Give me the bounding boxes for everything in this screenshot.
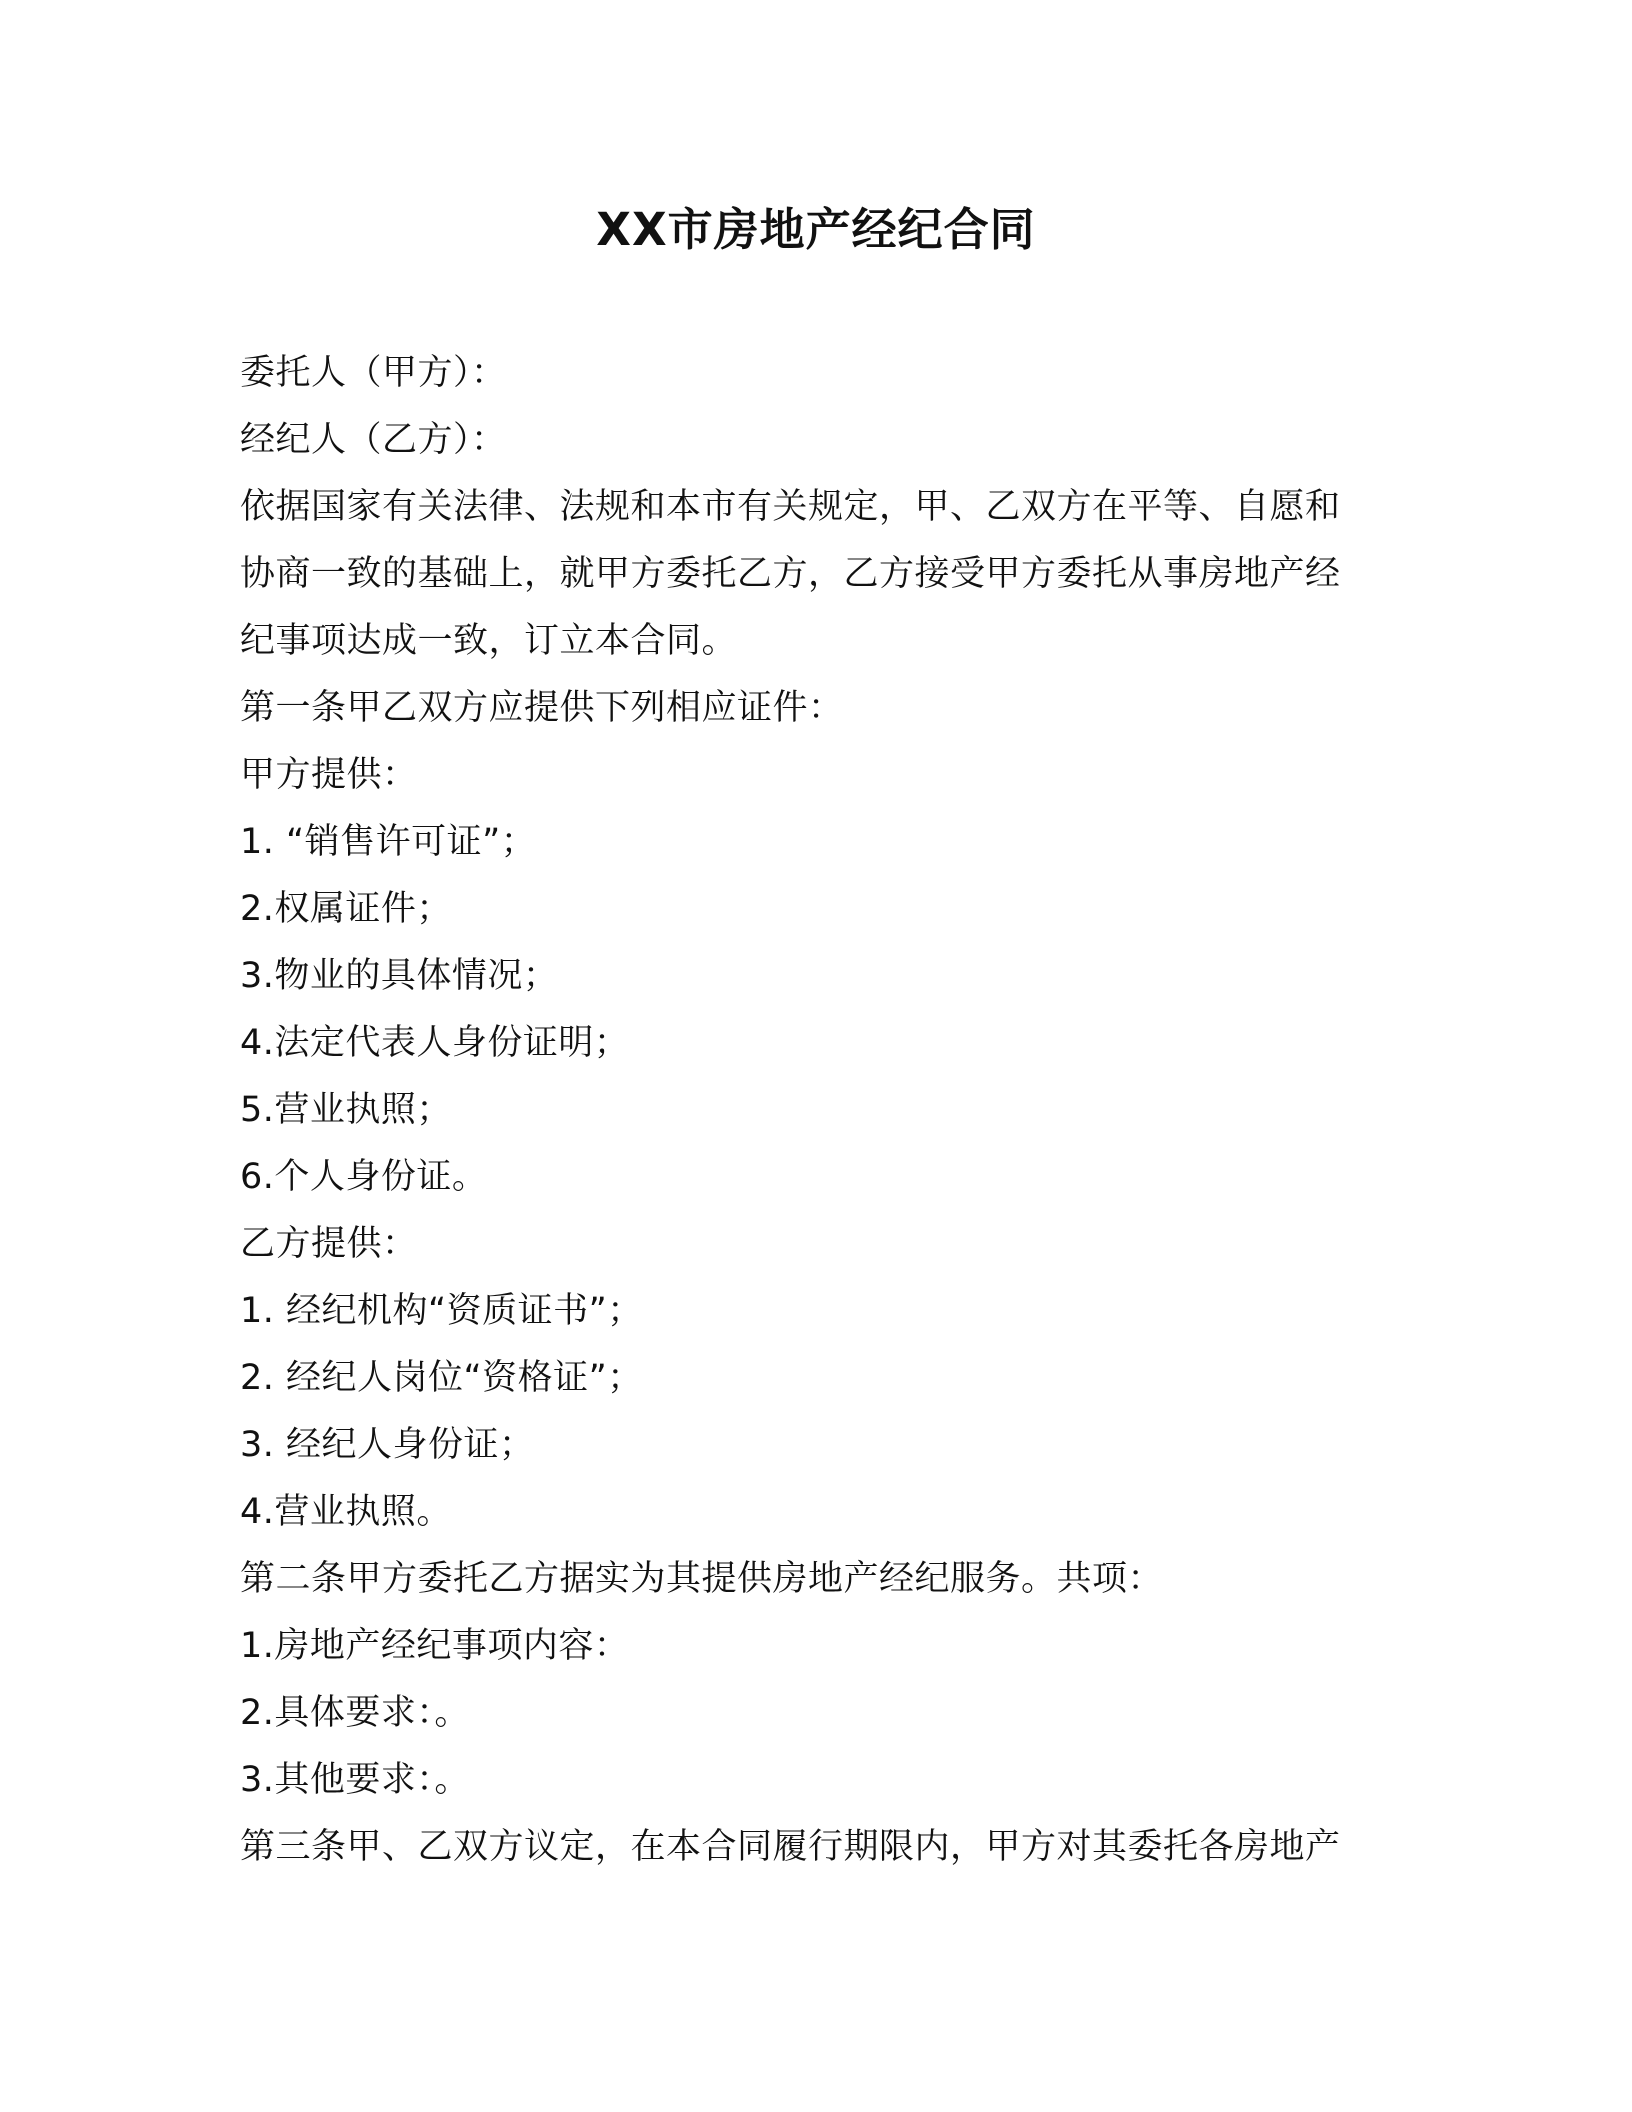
list-item: 1.房地产经纪事项内容：	[240, 1626, 630, 1666]
list-item: 2.权属证件；	[240, 889, 452, 929]
list-item: 4.法定代表人身份证明；	[240, 1023, 630, 1063]
document-title: XX市房地产经纪合同	[596, 203, 1036, 256]
preamble-line: 纪事项达成一致，订立本合同。	[240, 621, 738, 661]
list-item: 5.营业执照；	[240, 1090, 452, 1130]
preamble-line: 协商一致的基础上，就甲方委托乙方，乙方接受甲方委托从事房地产经	[240, 554, 1341, 594]
list-item: 1. “销售许可证”；	[240, 822, 537, 862]
list-item: 4.营业执照。	[240, 1492, 452, 1532]
article-heading: 第一条甲乙双方应提供下列相应证件：	[240, 688, 844, 728]
list-item: 1. 经纪机构“资质证书”；	[240, 1291, 643, 1331]
list-item: 6.个人身份证。	[240, 1157, 488, 1197]
party-a-line: 委托人（甲方）：	[240, 353, 507, 393]
list-item: 3. 经纪人身份证；	[240, 1425, 535, 1465]
document-body	[240, 340, 1390, 1881]
party-b-line: 经纪人（乙方）：	[240, 420, 507, 460]
article-heading: 第三条甲、乙双方议定，在本合同履行期限内，甲方对其委托各房地产	[240, 1827, 1341, 1867]
list-item: 2.具体要求：。	[240, 1693, 470, 1733]
list-item: 3.其他要求：。	[240, 1760, 470, 1800]
list-item: 3.物业的具体情况；	[240, 956, 559, 996]
list-heading: 乙方提供：	[240, 1224, 418, 1264]
preamble-line: 依据国家有关法律、法规和本市有关规定，甲、乙双方在平等、自愿和	[240, 487, 1341, 527]
article-heading: 第二条甲方委托乙方据实为其提供房地产经纪服务。共项：	[240, 1559, 1164, 1599]
list-item: 2. 经纪人岗位“资格证”；	[240, 1358, 643, 1398]
list-heading: 甲方提供：	[240, 755, 418, 795]
